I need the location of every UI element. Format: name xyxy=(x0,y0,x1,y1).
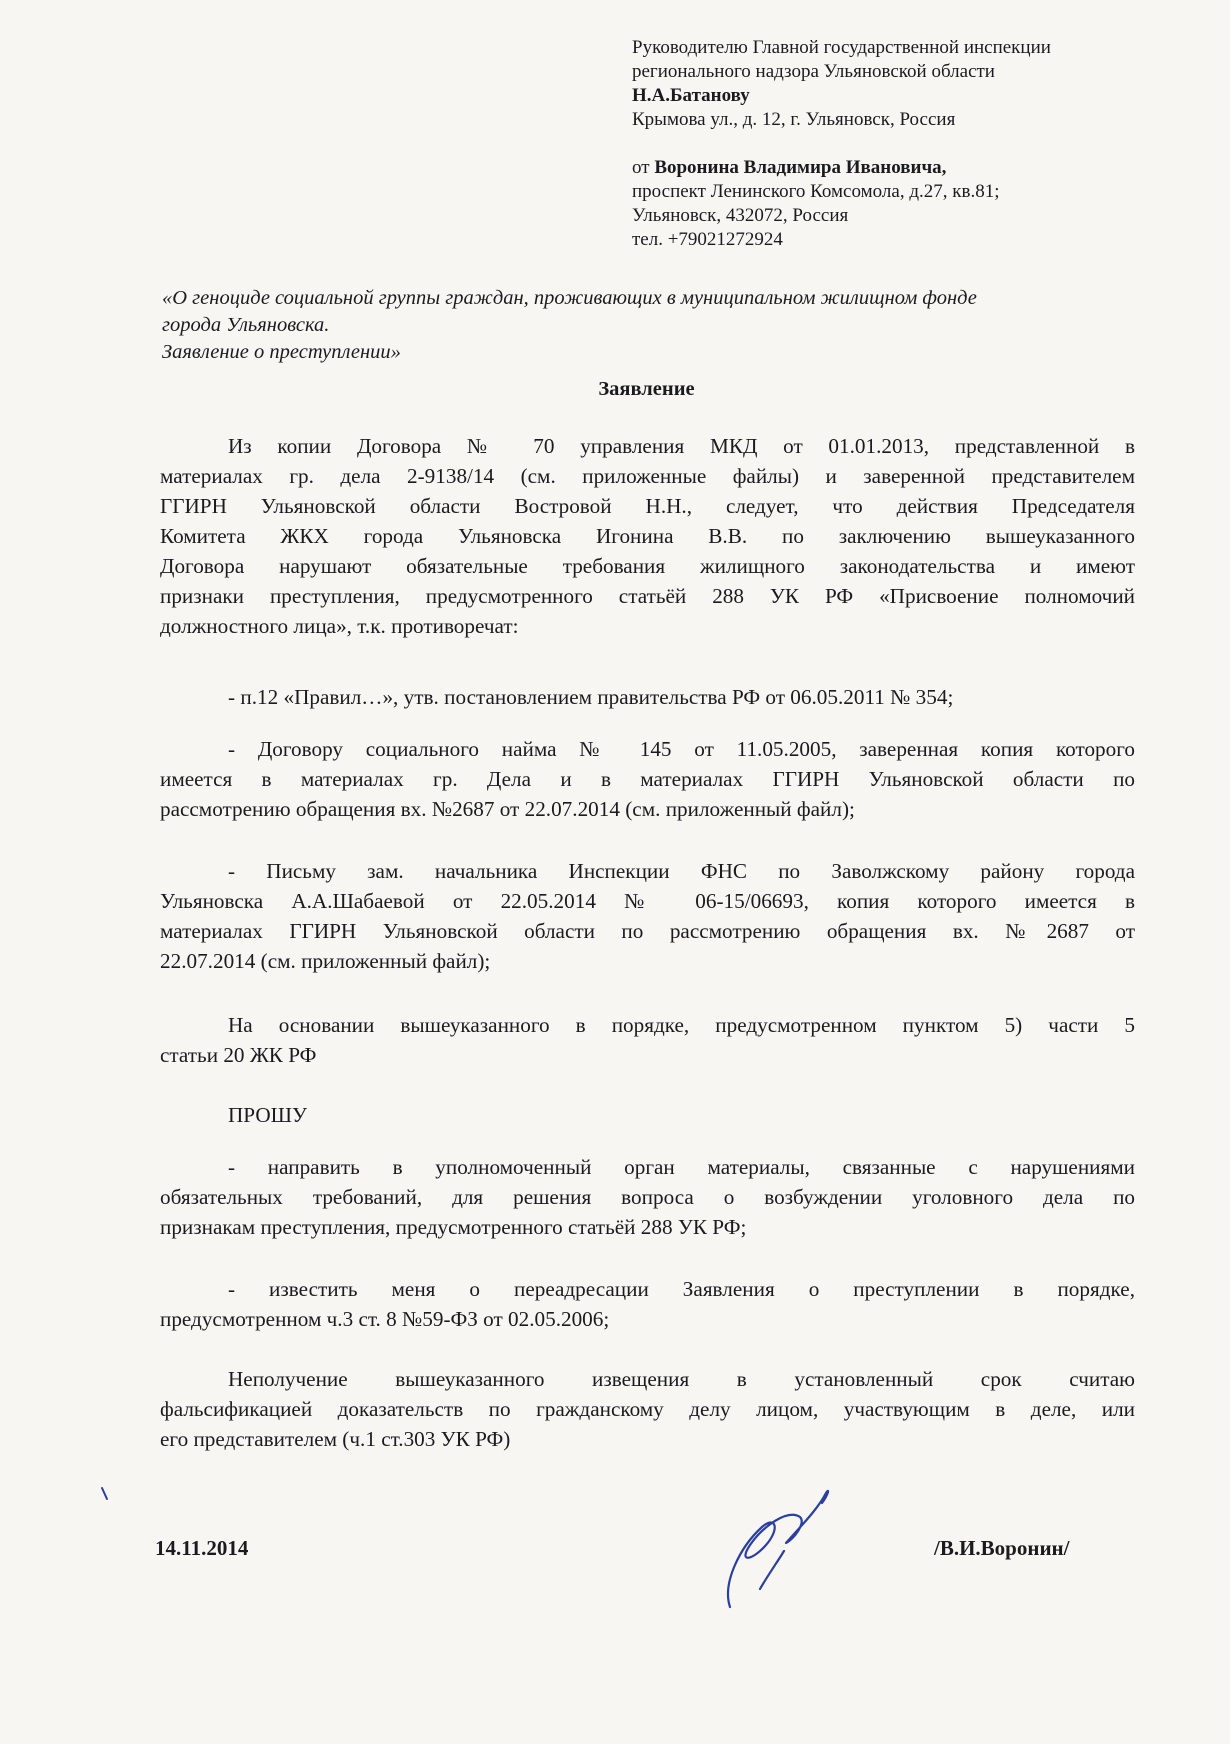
paragraph-line: - Письму зам. начальника Инспекции ФНС по Заволжскому району города xyxy=(228,859,1135,883)
signature-date: 14.11.2014 xyxy=(155,1536,249,1560)
recipient-address: Крымова ул., д. 12, г. Ульяновск, Россия xyxy=(632,109,956,130)
subject-line2: города Ульяновска. xyxy=(162,314,330,336)
paragraph-line: статьи 20 ЖК РФ xyxy=(160,1043,317,1067)
paragraph-line: - Договору социального найма № 145 от 11.05.2005, заверенная копия которого xyxy=(228,737,1135,761)
paragraph-line: обязательных требований, для решения вопроса о возбуждении уголовного дела по xyxy=(160,1185,1135,1209)
sender-name-line xyxy=(632,156,1212,180)
document-title: Заявление xyxy=(598,378,695,400)
paragraph-line: имеется в материалах гр. Дела и в материалах ГГИРН Ульяновской области по xyxy=(160,767,1135,791)
paragraph-line: На основании вышеуказанного в порядке, предусмотренном пунктом 5) части 5 xyxy=(228,1013,1135,1037)
paragraph-5 xyxy=(160,1010,1135,1070)
paragraph-7 xyxy=(160,1152,1135,1242)
recipient-line2: регионального надзора Ульяновской области xyxy=(632,61,995,82)
subject-line1: «О геноциде социальной группы граждан, проживающих в муниципальном жилищном фонде xyxy=(162,287,977,309)
paragraph-line: ГГИРН Ульяновской области Востровой Н.Н., следует, что действия Председателя xyxy=(160,494,1135,518)
paragraph-line: - п.12 «Правил…», утв. постановлением правительства РФ от 06.05.2011 № 354; xyxy=(228,685,954,709)
paragraph-line: Из копии Договора № 70 управления МКД от 01.01.2013, представленной в xyxy=(228,434,1135,458)
recipient-block xyxy=(632,36,1212,132)
paragraph-line: должностного лица», т.к. противоречат: xyxy=(160,614,519,638)
paragraph-line: признакам преступления, предусмотренного статьёй 288 УК РФ; xyxy=(160,1215,747,1239)
recipient-name: Н.А.Батанову xyxy=(632,85,750,106)
paragraph-line: материалах гр. дела 2-9138/14 (см. приложенные файлы) и заверенной представителем xyxy=(160,464,1135,488)
paragraph-4 xyxy=(160,856,1135,976)
paragraph-line: Ульяновска А.А.Шабаевой от 22.05.2014 № 06-15/06693, копия которого имеется в xyxy=(160,889,1135,913)
recipient-line1: Руководителю Главной государственной инспекции xyxy=(632,37,1051,58)
paragraph-3 xyxy=(160,734,1135,824)
paragraph-line: материалах ГГИРН Ульяновской области по рассмотрению обращения вх. №2687 от xyxy=(160,919,1135,943)
paragraph-line: Договора нарушают обязательные требования жилищного законодательства и имеют xyxy=(160,554,1135,578)
paragraph-line: - направить в уполномоченный орган материалы, связанные с нарушениями xyxy=(228,1155,1135,1179)
subject-block xyxy=(162,285,1122,366)
paragraph-line: фальсификацией доказательств по гражданскому делу лицом, участвующим в деле, или xyxy=(160,1397,1135,1421)
paragraph-line: признаки преступления, предусмотренного статьёй 288 УК РФ «Присвоение полномочий xyxy=(160,584,1135,608)
sender-address1: проспект Ленинского Комсомола, д.27, кв.81; xyxy=(632,181,1000,202)
paragraph-9 xyxy=(160,1364,1135,1454)
paragraph-2 xyxy=(160,682,1135,712)
paragraph-line: Комитета ЖКХ города Ульяновска Игонина В.В. по заключению вышеуказанного xyxy=(160,524,1135,548)
sender-from-prefix: от xyxy=(632,157,655,178)
scan-speck xyxy=(100,1486,110,1502)
paragraph-6 xyxy=(160,1100,1135,1130)
paragraph-line: предусмотренном ч.3 ст. 8 №59-ФЗ от 02.05.2006; xyxy=(160,1307,610,1331)
sender-name: Воронина Владимира Ивановича, xyxy=(654,157,947,178)
signer-name: /В.И.Воронин/ xyxy=(934,1536,1070,1560)
handwritten-signature xyxy=(690,1465,840,1615)
sender-phone: тел. +79021272924 xyxy=(632,229,783,250)
paragraph-line: 22.07.2014 (см. приложенный файл); xyxy=(160,949,491,973)
paragraph-8 xyxy=(160,1274,1135,1334)
paragraph-line: его представителем (ч.1 ст.303 УК РФ) xyxy=(160,1427,511,1451)
paragraph-1 xyxy=(160,431,1135,641)
paragraph-line: рассмотрению обращения вх. №2687 от 22.07.2014 (см. приложенный файл); xyxy=(160,797,855,821)
sender-block xyxy=(632,156,1212,252)
sender-address2: Ульяновск, 432072, Россия xyxy=(632,205,849,226)
subject-line3: Заявление о преступлении» xyxy=(162,341,401,363)
paragraph-line: Неполучение вышеуказанного извещения в установленный срок считаю xyxy=(228,1367,1135,1391)
paragraph-line: ПРОШУ xyxy=(228,1103,308,1127)
paragraph-line: - известить меня о переадресации Заявления о преступлении в порядке, xyxy=(228,1277,1135,1301)
